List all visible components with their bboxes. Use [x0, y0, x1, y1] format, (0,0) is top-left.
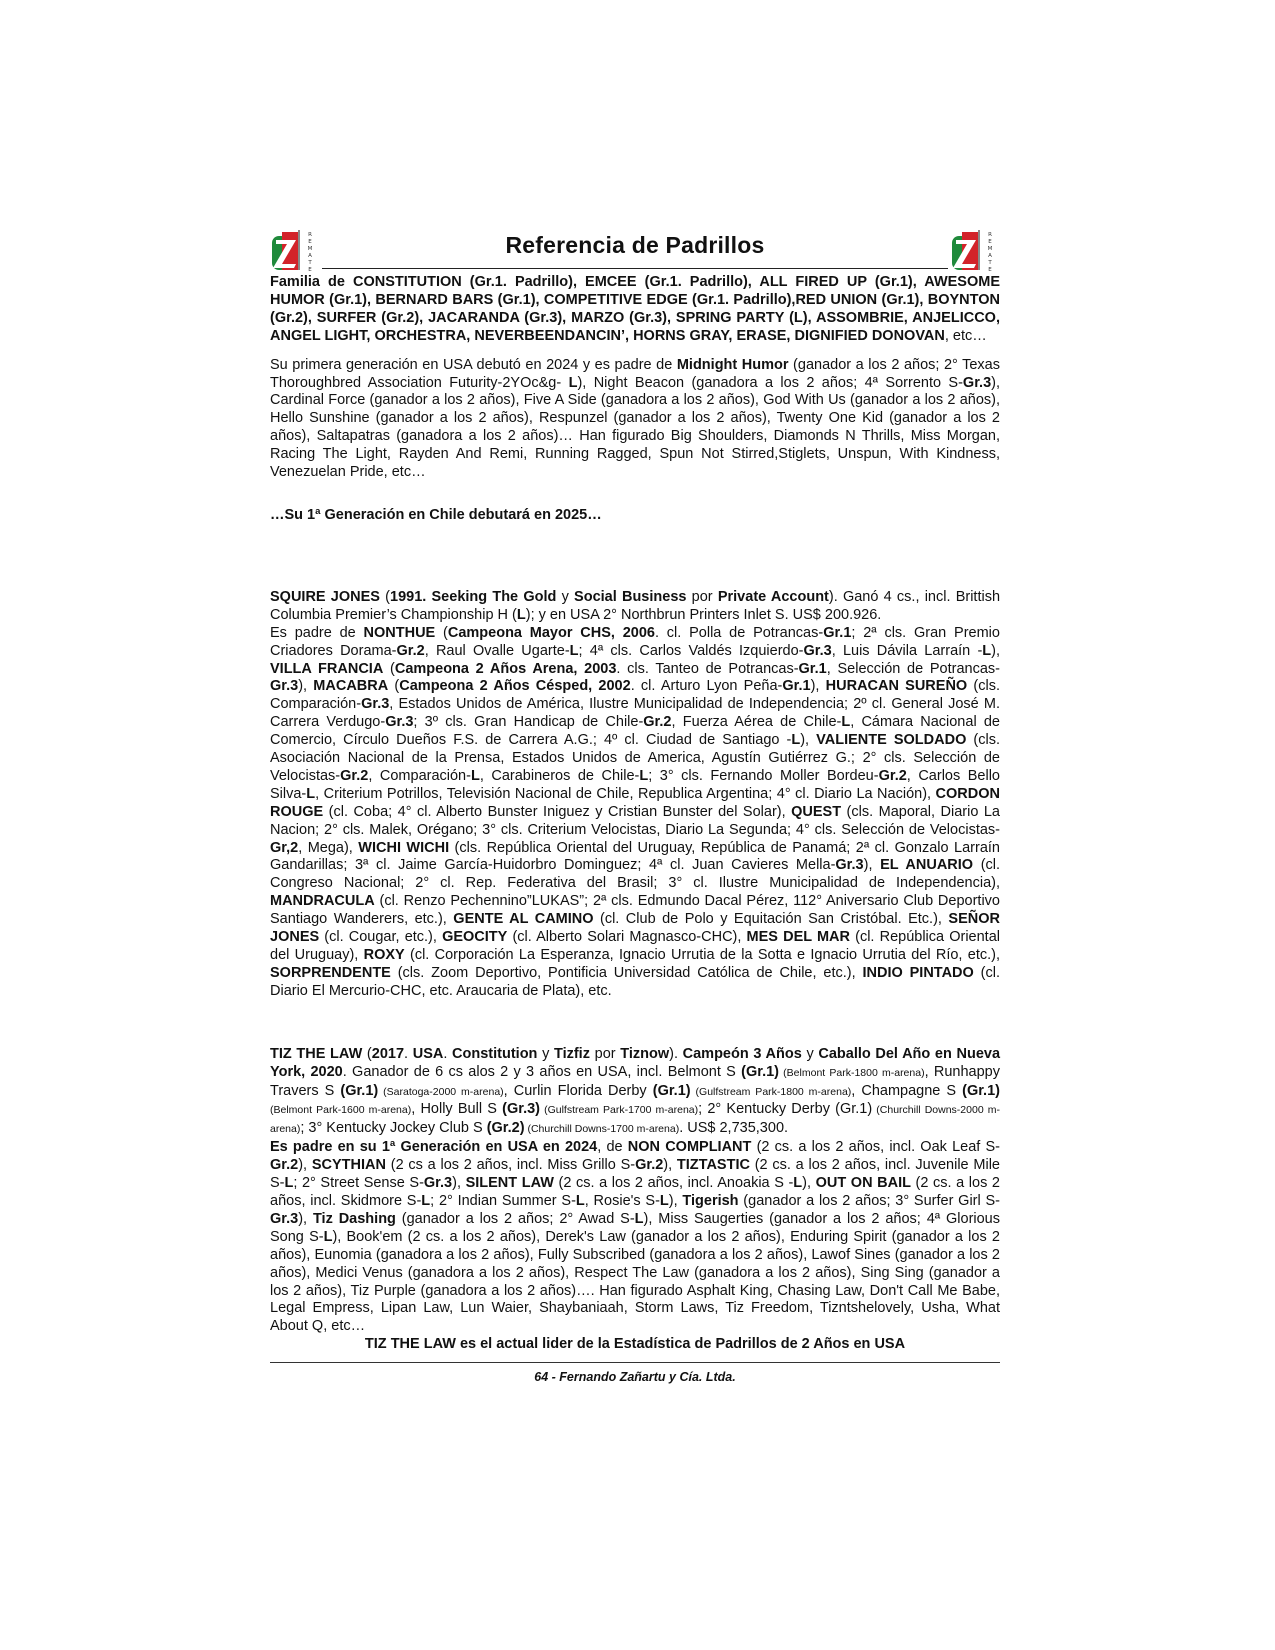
text-run: , Comparación-	[368, 767, 471, 784]
bold-run: SCYTHIAN	[311, 1157, 386, 1174]
bold-run: Campeón 3 Años	[682, 1045, 802, 1062]
bold-run: (Gr.1)	[741, 1063, 780, 1080]
bold-run: Familia de CONSTITUTION (Gr.1. Padrillo), EMCEE (Gr.1. Padrillo), ALL FIRED UP (Gr.1), AWESOME HUMOR (Gr.1), BERNARD BARS (Gr.1), COMPETITIVE EDGE (Gr.1. Padrillo),RED UNION (Gr.1), BOYNTON (Gr.2), SURFER (Gr.2), JACARANDA (Gr.3), MARZO (Gr.3), SPRING PARTY (L), ASSOMBRIE, ANJELICCO, ANGEL LIGHT, ORCHESTRA, NEVERBEENDANCIN’, HORNS GRAY, ERASE, DIGNIFIED DONOVAN	[270, 274, 1000, 344]
bold-run: Campeona 2 Años Césped, 2002	[399, 678, 631, 695]
text-run: (cls. Zoom Deportivo, Pontificia Universidad Católica de Chile, etc.),	[390, 964, 863, 981]
bold-run: Gr.3	[385, 714, 414, 731]
race-detail-run: (Belmont Park-1800 m-arena)	[779, 1066, 925, 1079]
bold-run: Gr.3	[962, 374, 992, 391]
text-run: (ganador a los 2 años; 2° Texas Thoroughbred Association Futurity-2YOc&g-	[270, 356, 1000, 391]
tiz-the-law-intro-paragraph	[270, 1046, 1000, 1140]
bold-run: L	[791, 732, 801, 749]
bold-run: SORPRENDENTE	[270, 964, 391, 981]
bold-run: Gr.3	[803, 642, 832, 659]
bold-run: L	[634, 1210, 644, 1227]
bold-run: (Gr.1)	[962, 1082, 1000, 1099]
text-run: ; 2° Indian Summer S-	[430, 1192, 576, 1209]
text-run: y	[556, 588, 575, 605]
bold-run: Gr.3	[270, 678, 299, 695]
text-run: (	[388, 678, 400, 695]
bold-run: Private Account	[717, 588, 829, 605]
bold-run: L	[323, 1228, 333, 1245]
text-run: , Carabineros de Chile-	[479, 767, 640, 784]
race-detail-run: (Gulfstream Park-1800 m-arena)	[690, 1085, 852, 1098]
svg-text:T: T	[988, 260, 992, 266]
footer-rule	[270, 1362, 1000, 1363]
text-run: ); y en USA 2° Northbrun Printers Inlet S. US$ 200.926.	[525, 606, 882, 623]
text-run: (cl. Renzo Pechennino”LUKAS”; 2ª cls. Edmundo Dacal Pérez, 112° Aniversario Club Deportivo Santiago Wanderers, etc.),	[270, 893, 1000, 928]
bold-run: L	[421, 1192, 431, 1209]
title-underline	[322, 268, 948, 269]
bold-run: L	[569, 642, 579, 659]
text-run: (cl. Club de Polo y Equitación San Cristóbal. Etc.),	[593, 911, 949, 928]
bold-run: WICHI WICHI	[358, 839, 450, 856]
bold-run: Gr.1	[798, 660, 827, 677]
bold-run: (Gr.3)	[502, 1101, 540, 1118]
bold-run: SILENT LAW	[465, 1175, 554, 1192]
bold-run: 1991. Seeking The Gold	[390, 588, 557, 605]
bold-run: VILLA FRANCIA	[270, 660, 384, 677]
text-run: , Carlos Bello Silva-	[270, 767, 1000, 802]
bold-run: Tigerish	[682, 1192, 739, 1209]
svg-text:E: E	[988, 267, 992, 273]
text-run: , Runhappy Travers S	[270, 1063, 1000, 1099]
text-run: . US$ 2,735,300.	[679, 1120, 789, 1137]
bold-run: Gr.2	[643, 714, 672, 731]
bold-run: L	[659, 1192, 669, 1209]
text-run: y	[801, 1045, 819, 1062]
bold-run: L	[639, 767, 649, 784]
svg-text:R: R	[308, 232, 312, 238]
bold-run: L	[575, 1192, 585, 1209]
text-run: , Estados Unidos de América, Ilustre Municipalidad de Independencia; 2º cl. General José M. Carrera Verdugo-	[270, 696, 1000, 731]
bold-run: CORDON ROUGE	[270, 785, 1000, 820]
text-run: (2 cs a los 2 años, incl. Miss Grillo S-	[385, 1157, 636, 1174]
bold-run: NON COMPLIANT	[627, 1139, 752, 1156]
bold-run: L	[982, 642, 992, 659]
text-run: ),	[668, 1192, 683, 1209]
bold-run: Gr.2	[878, 767, 907, 784]
svg-text:E: E	[308, 239, 312, 245]
page-footer: 64 - Fernando Zañartu y Cía. Ltda.	[534, 1370, 736, 1385]
text-run: (2 cs. a los 2 años, incl. Skidmore S-	[270, 1175, 1000, 1209]
text-run: ), Miss Saugerties (ganador a los 2 años; 4ª Glorious Song S-	[270, 1210, 1000, 1245]
tiz-the-law-closing-line	[270, 1336, 1000, 1354]
bold-run: (Gr.1)	[652, 1082, 691, 1099]
bold-run: TIZ THE LAW es el actual lider de la Estadística de Padrillos de 2 Años en USA	[364, 1336, 906, 1353]
text-run: (	[435, 624, 448, 641]
text-run: (cl. Congreso Nacional; 2° cl. Rep. Federativa del Brasil; 3° cl. Ilustre Municipalidad de Independencia),	[270, 857, 1001, 892]
bold-run: NONTHUE	[363, 624, 436, 641]
race-detail-run: (Churchill Downs-2000 m-arena)	[270, 1104, 1000, 1136]
text-run: , Mega),	[298, 839, 359, 856]
bold-run: …Su 1ª Generación en Chile debutará en 2025…	[270, 506, 602, 523]
race-detail-run: (Belmont Park-1600 m-arena)	[270, 1104, 412, 1117]
text-run: ), Cardinal Force (ganador a los 2 años), Five A Side (ganadora a los 2 años), God With Us (ganador a los 2 años), Hello Sunshine (ganador a los 2 años), Respunzel (ganador a los 2 años), Twenty One Kid (ganador a los 2 años), Saltapatras (ganadora a los 2 años)… Han figurado Big Shoulders, Diamonds N Thrills, Miss Morgan, Racing The Light, Rayden And Remi, Running Ragged, Spun Not Stirred,Stiglets, Unspun, With Kindness, Venezuelan Pride, etc…	[270, 374, 1000, 481]
bold-run: Tizfiz	[553, 1045, 590, 1062]
bold-run: L	[516, 606, 526, 623]
bold-run: GEOCITY	[442, 929, 508, 946]
text-run: ),	[863, 857, 881, 874]
text-run: ),	[298, 1210, 313, 1227]
svg-text:A: A	[988, 253, 992, 259]
text-run: ),	[800, 732, 817, 749]
race-detail-run: (Churchill Downs-1700 m-arena)	[524, 1123, 680, 1136]
text-run: , Luis Dávila Larraín -	[831, 642, 983, 659]
text-run: ; 4ª cls. Carlos Valdés Izquierdo-	[578, 642, 804, 659]
text-run: (cl. Corporación La Esperanza, Ignacio Urrutia de la Sotta e Ignacio Urrutia del Río, etc.),	[404, 947, 1000, 963]
text-run: ), Night Beacon (ganadora a los 2 años; 4ª Sorrento S-	[577, 374, 963, 391]
bold-run: Gr.2	[635, 1157, 664, 1174]
text-run: ),	[663, 1157, 677, 1174]
text-run: y	[537, 1045, 554, 1062]
text-run: (cls. Asociación Nacional de la Prensa, Estados Unidos de America, Agustín Gutiérrez G.; 2° cls. Selección de Velocistas-	[270, 732, 1001, 784]
text-run: . cl. Arturo Lyon Peña-	[630, 678, 783, 695]
page-title: Referencia de Padrillos	[505, 232, 765, 258]
text-run: (ganador a los 2 años; 2° Awad S-	[395, 1210, 635, 1227]
text-run: ; 3º cls. Gran Handicap de Chile-	[413, 714, 644, 731]
text-run: ),	[452, 1175, 466, 1192]
bold-run: L	[793, 1175, 803, 1192]
bold-run: TIZTASTIC	[676, 1157, 750, 1174]
bold-run: HURACAN SUREÑO	[825, 678, 968, 695]
text-run: (cl. Diario El Mercurio-CHC, etc. Araucaria de Plata), etc.	[270, 964, 1001, 999]
bold-run: Gr.2	[270, 1157, 299, 1174]
page-header	[270, 228, 1000, 274]
bold-run: L	[306, 785, 316, 802]
svg-text:M: M	[987, 246, 993, 252]
bold-run: Gr.1	[823, 624, 852, 641]
bold-run: OUT ON BAIL	[815, 1175, 911, 1192]
svg-text:T: T	[308, 260, 312, 266]
bold-run: Gr.3	[361, 696, 390, 713]
bold-run: EL ANUARIO	[880, 857, 974, 874]
bold-run: 2017	[371, 1045, 405, 1062]
bold-run: QUEST	[791, 803, 842, 820]
bold-run: SQUIRE JONES	[270, 588, 380, 605]
text-run: (cl. Alberto Solari Magnasco-CHC),	[507, 929, 747, 946]
text-run: , Fuerza Aérea de Chile-	[671, 714, 842, 731]
bold-run: Campeona 2 Años Arena, 2003	[394, 660, 617, 677]
constitution-usa-progeny-paragraph	[270, 357, 1000, 482]
text-run: ; 2° Street Sense S-	[293, 1175, 424, 1192]
bold-run: Gr,2	[270, 839, 299, 856]
bold-run: L	[284, 1175, 294, 1192]
text-run: ). Ganó 4 cs., incl. Brittish Columbia Premier’s Championship H (	[270, 588, 1001, 623]
race-detail-run: (Gulfstream Park-1700 m-arena)	[540, 1104, 699, 1117]
text-run: (cl. Coba; 4° cl. Alberto Bunster Iniguez y Cristian Bunster del Solar),	[323, 803, 792, 820]
text-run: (2 cs. a los 2 años, incl. Juvenile Mile S-	[270, 1157, 1000, 1192]
bold-run: VALIENTE SOLDADO	[816, 732, 967, 749]
bold-run: USA	[412, 1045, 444, 1062]
document-page	[270, 228, 1000, 1384]
text-run: , etc…	[944, 327, 987, 344]
text-run: (cls. Maporal, Diario La Nacion; 2° cls. Malek, Orégano; 3° cls. Criterium Velocistas, Diario La Segunda; 4° cls. Selección de Velocistas-	[270, 803, 1000, 838]
text-run: , Selección de Potrancas-	[826, 660, 1001, 677]
text-run: (2 cs. a los 2 años, incl. Anoakia S -	[553, 1175, 794, 1192]
text-run: . Ganador de 6 cs alos 2 y 3 años en USA, incl. Belmont S	[342, 1063, 742, 1080]
bold-run: L	[561, 374, 578, 391]
svg-text:R: R	[988, 232, 992, 238]
text-run: (	[383, 660, 395, 677]
text-run: Su primera generación en USA debutó en 2024 y es padre de	[270, 356, 677, 373]
bold-run: Tiznow	[620, 1045, 670, 1062]
bold-run: ROXY	[363, 947, 405, 963]
bold-run: SEÑOR JONES	[270, 911, 1000, 946]
bold-run: Gr.3	[270, 1210, 299, 1227]
text-run: (2 cs. a los 2 años, incl. Oak Leaf S-	[751, 1139, 1001, 1156]
bold-run: Social Business	[574, 588, 687, 605]
remates-logo-icon	[950, 228, 1000, 274]
bold-run: Midnight Humor	[676, 356, 789, 373]
bold-run: Constitution	[452, 1045, 538, 1062]
text-run: ; 2° Kentucky Derby (Gr.1)	[698, 1101, 873, 1118]
svg-text:A: A	[308, 253, 312, 259]
text-run: (	[362, 1045, 372, 1062]
bold-run: MES DEL MAR	[746, 929, 850, 946]
text-run: , Raul Ovalle Ugarte-	[424, 642, 570, 659]
bold-run: GENTE AL CAMINO	[453, 911, 594, 928]
text-run: ).	[669, 1045, 683, 1062]
text-run: Es padre de	[270, 624, 364, 641]
bold-run: TIZ THE LAW	[270, 1045, 363, 1062]
bold-run: L	[841, 714, 851, 731]
svg-text:M: M	[307, 246, 313, 252]
text-run: , Rosie's S-	[584, 1192, 660, 1209]
bold-run: (Gr.2)	[486, 1120, 525, 1137]
text-run: .	[404, 1045, 413, 1062]
chile-debut-note	[270, 507, 1000, 525]
text-run: , Holly Bull S	[411, 1101, 503, 1118]
bold-run: (Gr.1)	[340, 1082, 379, 1099]
squire-jones-progeny-paragraph	[270, 625, 1000, 1001]
text-run: ; 2ª cls. Gran Premio Criadores Dorama-	[270, 624, 1000, 659]
text-run: (	[379, 588, 391, 605]
bold-run: Es padre en su 1ª Generación en USA en 2024	[270, 1139, 598, 1156]
bold-run: Gr.3	[423, 1175, 453, 1192]
svg-text:E: E	[988, 239, 992, 245]
text-run: ),	[298, 1157, 312, 1174]
constitution-family-paragraph	[270, 274, 1000, 346]
text-run: ),	[802, 1175, 816, 1192]
bold-run: Gr.2	[340, 767, 369, 784]
text-run: ; 3° cls. Fernando Moller Bordeu-	[648, 767, 879, 784]
text-run: ), Book'em (2 cs. a los 2 años), Derek's Law (ganador a los 2 años), Enduring Spirit (ganador a los 2 años), Eunomia (ganadora a los 2 años), Fully Subscribed (ganadora a los 2 años), Lawof Sines (ganador a los 2 años), Medici Venus (ganadora a los 2 años), Respect The Law (ganadora a los 2 años), Sing Sing (ganador a los 2 años), Tiz Purple (ganadora a los 2 años)…. Han figurado Asphalt King, Chasing Law, Don't Call Me Babe, Legal Empress, Lipan Law, Lun Waier, Shaybaniaah, Storm Laws, Tiz Freedom, Tizntshelovely, Usha, What About Q, etc…	[270, 1228, 1000, 1335]
bold-run: Campeona Mayor CHS, 2006	[447, 624, 655, 641]
text-run: . cls. Tanteo de Potrancas-	[616, 660, 799, 677]
text-run: ),	[991, 642, 1000, 659]
bold-run: Gr.2	[396, 642, 425, 659]
race-detail-run: (Saratoga-2000 m-arena)	[378, 1085, 504, 1098]
text-run: (cl. República Oriental del Uruguay),	[270, 929, 1000, 963]
squire-jones-intro-paragraph	[270, 589, 1000, 625]
text-run: , Criterium Potrillos, Televisión Nacional de Chile, Republica Argentina; 4° cl. Diario La Nación),	[315, 785, 936, 802]
remates-logo-icon	[270, 228, 320, 274]
text-run: .	[443, 1045, 453, 1062]
bold-run: Tiz Dashing	[312, 1210, 396, 1227]
bold-run: Gr.1	[782, 678, 811, 695]
tiz-the-law-progeny-paragraph	[270, 1139, 1000, 1336]
text-run: ),	[298, 678, 314, 695]
text-run: . cl. Polla de Potrancas-	[654, 624, 824, 641]
text-run: (ganador a los 2 años; 3° Surfer Girl S-	[738, 1192, 1000, 1209]
text-run: , Champagne S	[851, 1082, 963, 1099]
bold-run: L	[470, 767, 480, 784]
bold-run: MANDRACULA	[270, 893, 375, 910]
text-run: (cl. Cougar, etc.),	[319, 929, 443, 946]
text-run: , Curlin Florida Derby	[503, 1082, 653, 1099]
bold-run: MACABRA	[313, 678, 389, 695]
text-run: , de	[597, 1139, 628, 1156]
text-run: ; 3° Kentucky Jockey Club S	[300, 1120, 487, 1137]
bold-run: Caballo Del Año en Nueva York, 2020	[270, 1045, 1001, 1080]
text-run: por	[686, 588, 718, 605]
text-run: , Cámara Nacional de Comercio, Círculo Dueños F.S. de Carrera A.G.; 4º cl. Ciudad de Santiago -	[270, 714, 1000, 749]
text-run: ),	[810, 678, 826, 695]
bold-run: INDIO PINTADO	[862, 964, 974, 981]
text-run: (cls. República Oriental del Uruguay, República de Panamá; 2ª cl. Gonzalo Larraín Gandarillas; 3ª cl. Jaime García-Huidorbro Dominguez; 4ª cl. Juan Cavieres Mella-	[270, 839, 1000, 874]
bold-run: Gr.3	[835, 857, 864, 874]
svg-text:E: E	[308, 267, 312, 273]
text-run: (cls. Comparación-	[270, 678, 1001, 713]
text-run: por	[589, 1045, 621, 1062]
